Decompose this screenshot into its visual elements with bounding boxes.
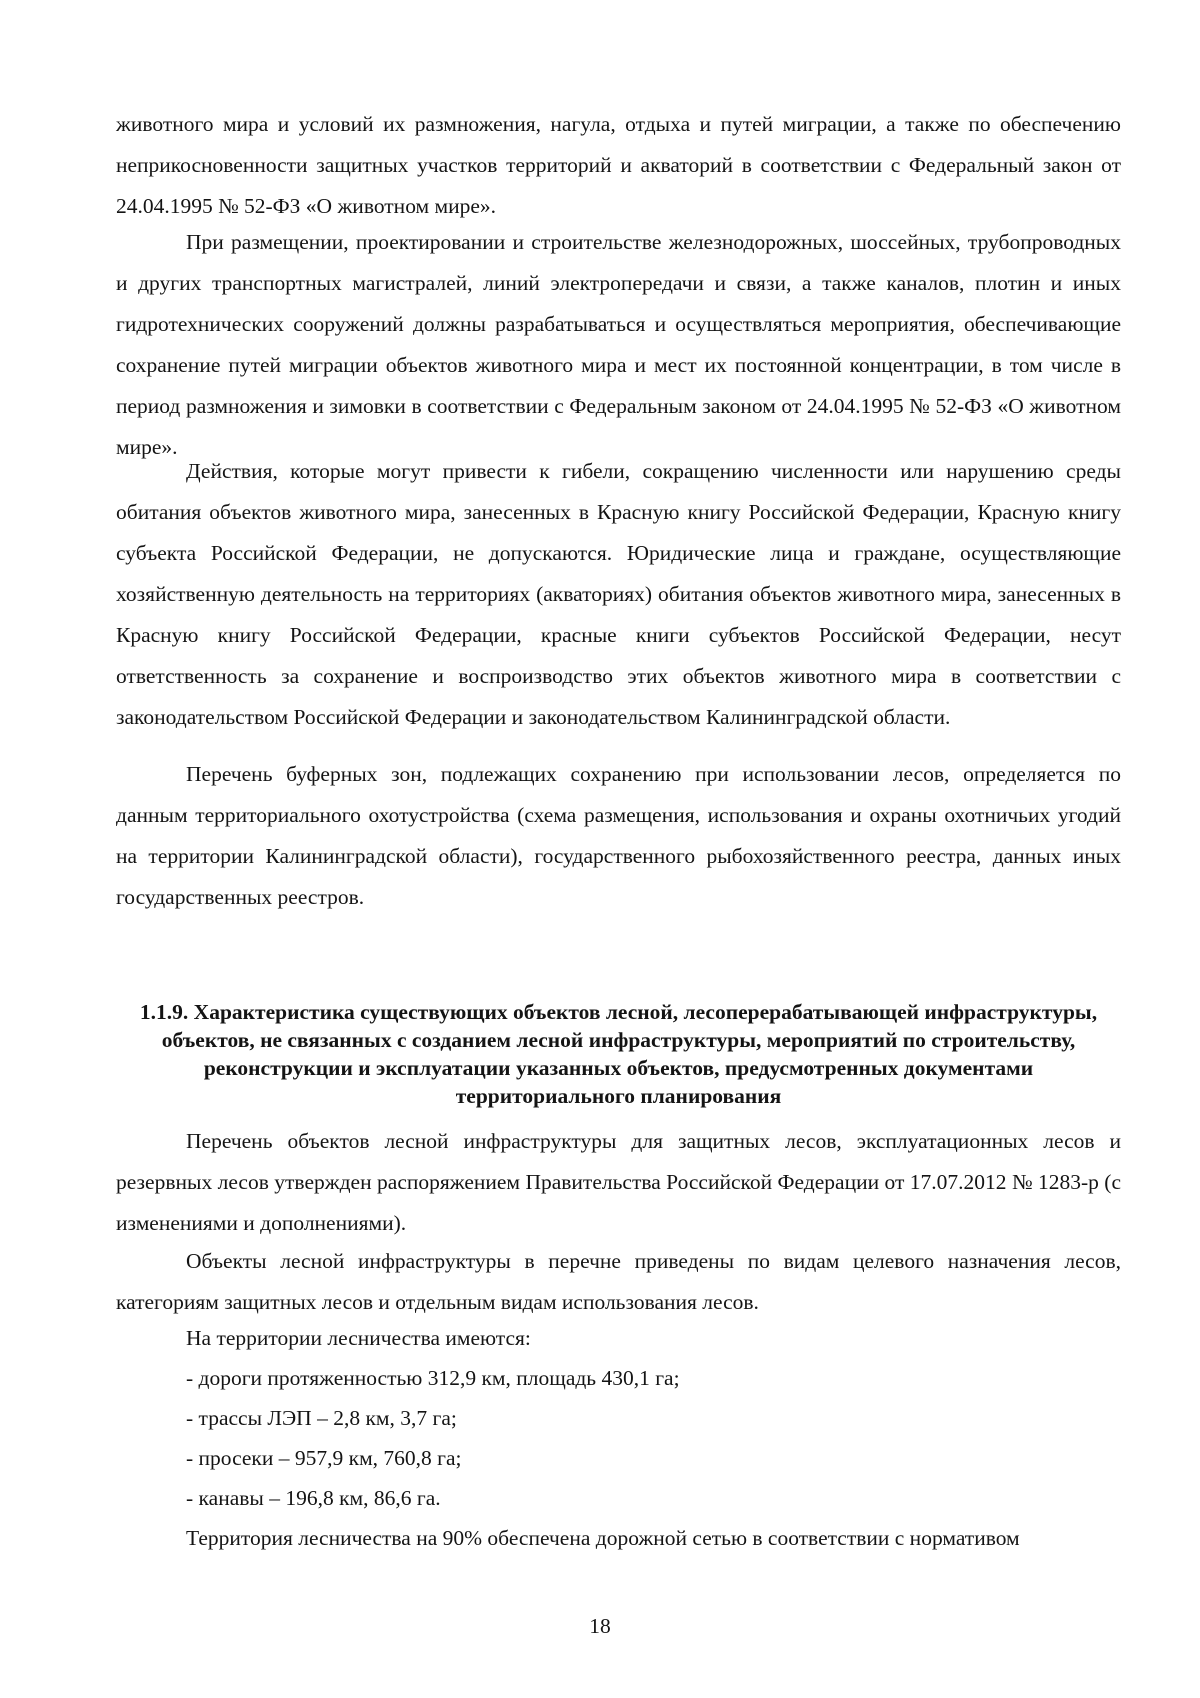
paragraph-red-book: Действия, которые могут привести к гибели, сокращению численности или нарушению среды обитания объектов животного мира, занесенных в Красную книгу Российской Федерации, Красную книгу субъекта Российской Федерации, не допускаются. Юридические лица и граждане, осуществляющие хозяйственную деятельность на территориях (акваториях) обитания объектов животного мира, занесенных в Красную книгу Российской Федерации, красные книги субъектов Российской Федерации, несут ответственность за сохранение и воспроизводство этих объектов животного мира в соответствии с законодательством Российской Федерации и законодательством Калининградской области.: [116, 459, 1121, 729]
paragraph-infrastructure-objects: Объекты лесной инфраструктуры в перечне приведены по видам целевого назначения лесов, категориям защитных лесов и отдельным видам использования лесов.: [116, 1249, 1121, 1314]
list-item-clearings: - просеки – 957,9 км, 760,8 га;: [186, 1446, 462, 1470]
list-item-roads: - дороги протяженностью 312,9 км, площадь 430,1 га;: [186, 1366, 680, 1390]
paragraph-animal-world-continuation: животного мира и условий их размножения, нагула, отдыха и путей миграции, а также по обеспечению неприкосновенности защитных участков территорий и акваторий в соответствии с Федеральный закон от 24.04.1995 № 52-ФЗ «О животном мире».: [116, 112, 1121, 218]
page-number: 18: [589, 1614, 611, 1638]
paragraph-road-network: Территория лесничества на 90% обеспечена дорожной сетью в соответствии с нормативом: [186, 1526, 1020, 1550]
paragraph-infrastructure-construction: При размещении, проектировании и строительстве железнодорожных, шоссейных, трубопроводных и других транспортных магистралей, линий электропередачи и связи, а также каналов, плотин и иных гидротехнических сооружений должны разрабатываться и осуществляться мероприятия, обеспечивающие сохранение путей миграции объектов животного мира и мест их постоянной концентрации, в том числе в период размножения и зимовки в соответствии с Федеральным законом от 24.04.1995 № 52-ФЗ «О животном мире».: [116, 230, 1121, 459]
paragraph-infrastructure-list-approval: Перечень объектов лесной инфраструктуры для защитных лесов, эксплуатационных лесов и резервных лесов утвержден распоряжением Правительства Российской Федерации от 17.07.2012 № 1283-р (с изменениями и дополнениями).: [116, 1129, 1121, 1235]
list-item-ditches: - канавы – 196,8 км, 86,6 га.: [186, 1486, 441, 1510]
list-item-power-lines: - трассы ЛЭП – 2,8 км, 3,7 га;: [186, 1406, 457, 1430]
paragraph-buffer-zones: Перечень буферных зон, подлежащих сохранению при использовании лесов, определяется по данным территориального охотустройства (схема размещения, использования и охраны охотничьих угодий на территории Калининградской области), государственного рыбохозяйственного реестра, данных иных государственных реестров.: [116, 762, 1121, 909]
paragraph-forestry-has: На территории лесничества имеются:: [186, 1326, 531, 1350]
section-heading: 1.1.9. Характеристика существующих объектов лесной, лесоперерабатывающей инфраструктуры, объектов, не связанных с созданием лесной инфраструктуры, мероприятий по строительству, реконструкции и эксплуатации указанных объектов, предусмотренных документами территориального планирования: [139, 1000, 1098, 1108]
